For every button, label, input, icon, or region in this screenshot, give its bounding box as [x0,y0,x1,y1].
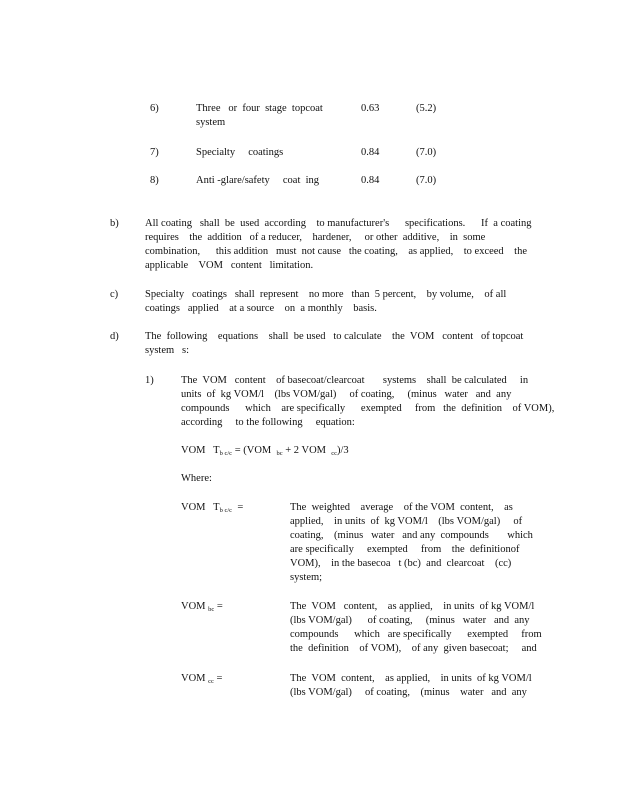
row-number: 6) [150,103,159,114]
definition-line: (lbs VOM/gal) of coating, (minus water and any [290,687,527,698]
definition-line: the definition of VOM), of any given basecoat; and [290,643,537,654]
equation-equals: = (VOM [232,445,277,456]
where-label: Where: [181,473,212,484]
term-equals: = [216,673,223,684]
equation-lhs-subscript: b c/c [219,450,233,457]
paragraph-line: coatings applied at a source on a monthly basis. [145,303,377,314]
term-subscript: b c/c [219,507,233,514]
paragraph-line: system s: [145,345,190,356]
paragraph-line: Specialty coatings shall represent no more than 5 percent, by volume, of all [145,289,507,300]
row-number: 8) [150,175,159,186]
subitem-line: according to the following equation: [181,417,355,428]
row-lbs-value: (7.0) [416,175,437,186]
equation-cc-subscript: cc [331,450,338,457]
definition-line: The weighted average of the VOM content, as [290,502,513,513]
paragraph-line: applicable VOM content limitation. [145,260,314,271]
row-kg-value: 0.63 [361,103,380,114]
definition-term: VOM $_{cc}$ = [181,673,223,685]
row-lbs-value: (7.0) [416,147,437,158]
row-description: Three or four stage topcoat [196,103,323,114]
paragraph-line: The following equations shall be used to calculate the VOM content of topcoat [145,331,524,342]
row-number: 7) [150,147,159,158]
term-subscript: bc [208,606,215,613]
row-description: Specialty coatings [196,147,284,158]
definition-line: coating, (minus water and any compounds which [290,530,533,541]
term-subscript: cc [208,678,214,685]
definition-line: The VOM content, as applied, in units of kg VOM/l [290,601,535,612]
definition-line: (lbs VOM/gal) of coating, (minus water and any [290,615,530,626]
equation-lhs: VOM T [181,445,220,456]
row-kg-value: 0.84 [361,175,380,186]
term-equals: = [237,502,244,513]
paragraph-label: b) [110,218,119,229]
definition-line: compounds which are specifically exempted from [290,629,542,640]
definition-term: VOM $_{bc}$ = [181,601,223,613]
definition-line: VOM), in the basecoa t (bc) and clearcoat (cc) [290,558,512,569]
subitem-line: compounds which are specifically exempted from the definition of VOM), [181,403,555,414]
row-lbs-value: (5.2) [416,103,437,114]
subitem-line: units of kg VOM/l (lbs VOM/gal) of coating, (minus water and any [181,389,512,400]
paragraph-label: d) [110,331,119,342]
subitem-line: The VOM content of basecoat/clearcoat systems shall be calculated in [181,375,529,386]
equation [181,444,349,459]
paragraph-line: combination, this addition must not cause the coating, as applied, to exceed the [145,246,527,257]
paragraph-line: All coating shall be used according to manufacturer's specifications. If a coating [145,218,532,229]
row-kg-value: 0.84 [361,147,380,158]
subitem-label: 1) [145,375,154,386]
equation-plus: + 2 VOM [282,445,332,456]
definition-line: applied, in units of kg VOM/l (lbs VOM/gal) of [290,516,523,527]
definition-line: The VOM content, as applied, in units of kg VOM/l [290,673,532,684]
term-equals: = [216,601,223,612]
equation-bc-subscript: bc [276,450,283,457]
paragraph-label: c) [110,289,119,300]
definition-line: system; [290,572,323,583]
equation-end: )/3 [337,445,349,456]
definition-line: are specifically exempted from the definitionof [290,544,520,555]
definition-term: VOM $T_{b c/c}$ = [181,502,244,514]
paragraph-line: requires the addition of a reducer, hardener, or other additive, in some [145,232,486,243]
row-description: Anti -glare/safety coat ing [196,175,320,186]
row-description-cont: system [196,117,226,128]
